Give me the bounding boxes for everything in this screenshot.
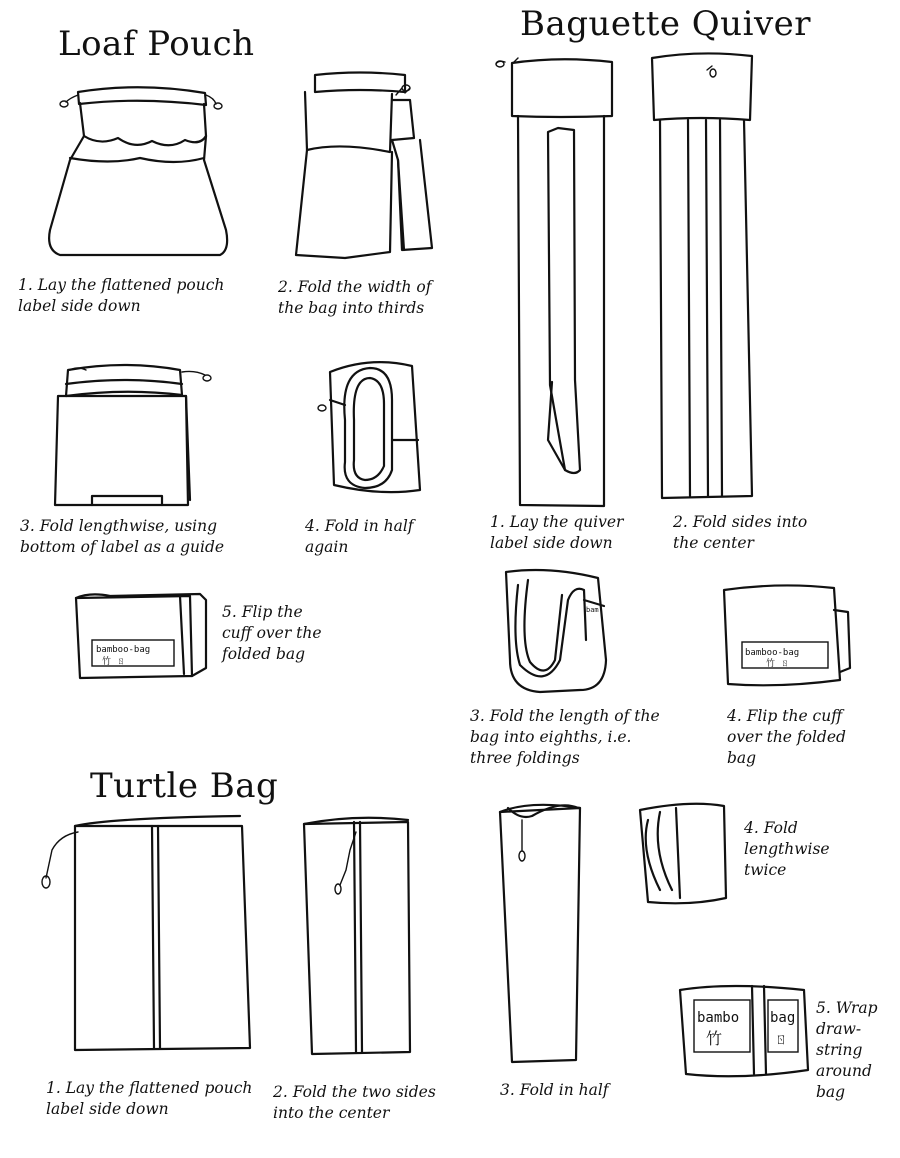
loaf-pouch-step5-caption: 5. Flip the cuff over the folded bag xyxy=(222,603,322,663)
baguette-quiver-step2-caption: 2. Fold sides into the center xyxy=(673,513,808,552)
turtle-bag-step2-caption: 2. Fold the two sides into the center xyxy=(273,1083,436,1122)
baguette-quiver-step4-caption: 4. Flip the cuff over the folded bag xyxy=(727,707,846,767)
baguette-quiver-step2-drawing xyxy=(652,53,752,498)
loaf-pouch-step1-caption: 1. Lay the flattened pouch label side down xyxy=(18,276,225,315)
svg-text:bam: bam xyxy=(586,606,599,614)
turtle-bag-step1-drawing xyxy=(42,816,250,1050)
baguette-quiver-step1-drawing xyxy=(496,58,612,506)
turtle-bag-step1-caption: 1. Lay the flattened pouch label side down xyxy=(46,1079,253,1118)
loaf-pouch-step4-drawing xyxy=(318,362,420,492)
svg-text:竹: 竹 xyxy=(706,1029,723,1048)
loaf-pouch-step1-drawing xyxy=(49,87,227,255)
svg-text:ㄖ: ㄖ xyxy=(774,1032,788,1048)
loaf-pouch-step2-drawing xyxy=(296,73,432,259)
baguette-quiver-step4-drawing xyxy=(724,585,850,685)
turtle-bag-step5-drawing xyxy=(680,986,808,1076)
turtle-bag-label-right-text: bag xyxy=(770,1010,796,1026)
turtle-bag-step3-drawing xyxy=(500,805,580,1062)
turtle-bag-step4-drawing xyxy=(640,804,726,904)
baguette-quiver-step3-caption: 3. Fold the length of the bag into eighths, i.e. three foldings xyxy=(470,707,660,767)
loaf-pouch-title: Loaf Pouch xyxy=(58,24,255,64)
loaf-pouch-step4-caption: 4. Fold in half again xyxy=(305,517,414,556)
turtle-bag-step5-caption: 5. Wrap draw- string around bag xyxy=(816,999,878,1101)
loaf-pouch-step3-drawing xyxy=(55,365,211,505)
turtle-bag-step4-caption: 4. Fold lengthwise twice xyxy=(744,819,830,879)
loaf-pouch-step3-caption: 3. Fold lengthwise, using bottom of label as a guide xyxy=(20,517,225,556)
turtle-bag-step2-drawing xyxy=(304,818,410,1054)
turtle-bag-step3-caption: 3. Fold in half xyxy=(500,1081,609,1099)
loaf-pouch-step5-drawing xyxy=(76,594,206,678)
svg-text:竹 ㄖ: 竹 ㄖ xyxy=(766,659,790,669)
baguette-quiver-step1-caption: 1. Lay the quiver label side down xyxy=(490,513,624,552)
baguette-quiver-label-text: bamboo-bag xyxy=(745,648,800,658)
turtle-bag-label-left-text: bambo xyxy=(697,1010,740,1026)
turtle-bag-title: Turtle Bag xyxy=(90,766,279,806)
baguette-quiver-step3-drawing xyxy=(506,570,606,692)
baguette-quiver-title: Baguette Quiver xyxy=(520,4,812,44)
svg-text:竹 ㄖ: 竹 ㄖ xyxy=(102,657,126,667)
loaf-pouch-step2-caption: 2. Fold the width of the bag into thirds xyxy=(278,278,432,317)
loaf-pouch-label-text: bamboo-bag xyxy=(96,645,151,655)
